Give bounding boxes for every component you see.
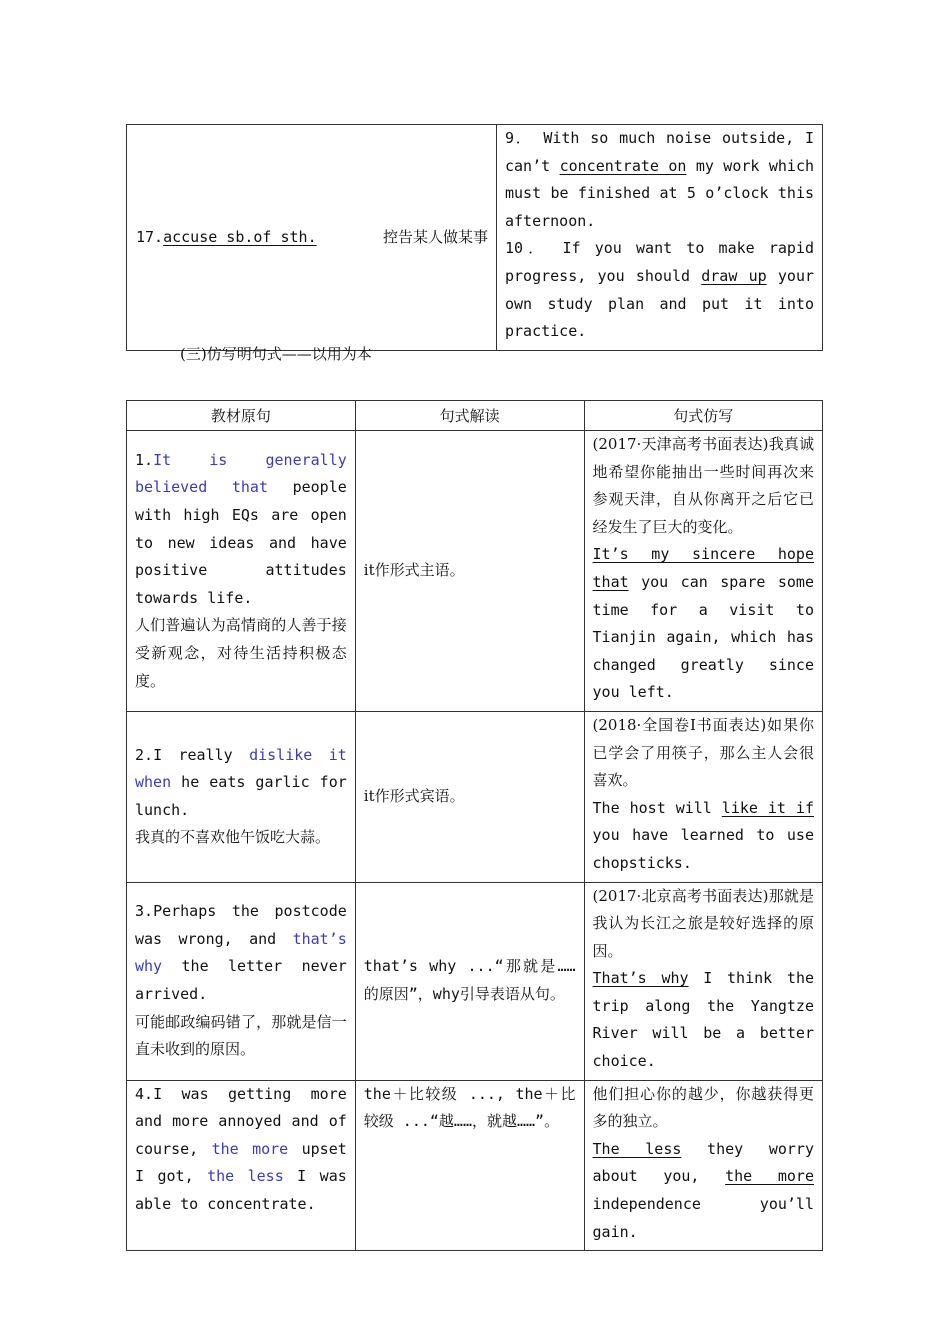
table-row: [127, 1080, 823, 1251]
imitation-sentence: 他们担心你的越少，你越获得更多的独立。 The less they worry about you, the more independence you’ll gain.: [584, 1080, 822, 1251]
sentence-explanation: that’s why ...“那就是……的原因”，why引导表语从句。: [355, 882, 584, 1080]
original-sentence: 3.Perhaps the postcode was wrong, and that’s why the letter never arrived. 可能邮政编码错了，那就是信一直未收到的原因。: [127, 882, 356, 1080]
section-heading: (三)仿写明句式——以用为本: [180, 345, 372, 363]
sentence-explanation: it作形式宾语。: [355, 711, 584, 882]
original-sentence: 2.I really dislike it when he eats garlic for lunch. 我真的不喜欢他午饭吃大蒜。: [127, 711, 356, 882]
original-sentence: 1.It is generally believed that people with high EQs are open to new ideas and have positive attitudes towards life. 人们普遍认为高情商的人善于接受新观念，对待生活持积极态度。: [127, 431, 356, 712]
imitation-sentence: (2018·全国卷Ⅰ书面表达)如果你已学会了用筷子，那么主人会很喜欢。 The host will like it if you have learned to use chopsticks.: [584, 711, 822, 882]
header-explanation: 句式解读: [355, 401, 584, 431]
original-sentence: 4.I was getting more and more annoyed and of course, the more upset I got, the less I was able to concentrate.: [127, 1080, 356, 1251]
imitation-sentence: (2017·北京高考书面表达)那就是我认为长江之旅是较好选择的原因。 That’s why I think the trip along the Yangtze River will be a better choice.: [584, 882, 822, 1080]
phrase-text: accuse sb.of sth.: [163, 227, 317, 246]
phrase-table: [126, 124, 823, 351]
phrase-number: 17.: [136, 227, 164, 246]
imitation-sentence: (2017·天津高考书面表达)我真诚地希望你能抽出一些时间再次来参观天津，自从你离开之后它已经发生了巨大的变化。 It’s my sincere hope that you can spare some time for a visit to Tianjin again, which has changed greatly since you left.: [584, 431, 822, 712]
table-row: [127, 431, 823, 712]
header-imitation: 句式仿写: [584, 401, 822, 431]
example-10: 10． If you want to make rapid progress, you should draw up your own study plan and put it into practice.: [505, 239, 815, 341]
sentence-table: [126, 400, 823, 1251]
phrase-cell: [127, 125, 497, 351]
table-row: [127, 711, 823, 882]
header-original: 教材原句: [127, 401, 356, 431]
sentence-explanation: it作形式主语。: [355, 431, 584, 712]
example-9: 9． With so much noise outside, I can’t concentrate on my work which must be finished at 5 o’clock this afternoon.: [505, 129, 815, 230]
phrase-meaning: 控告某人做某事: [382, 227, 488, 246]
example-cell: [497, 125, 823, 351]
sentence-explanation: the＋比较级 ..., the＋比较级 ...“越……，就越……”。: [355, 1080, 584, 1251]
table-row: [127, 882, 823, 1080]
